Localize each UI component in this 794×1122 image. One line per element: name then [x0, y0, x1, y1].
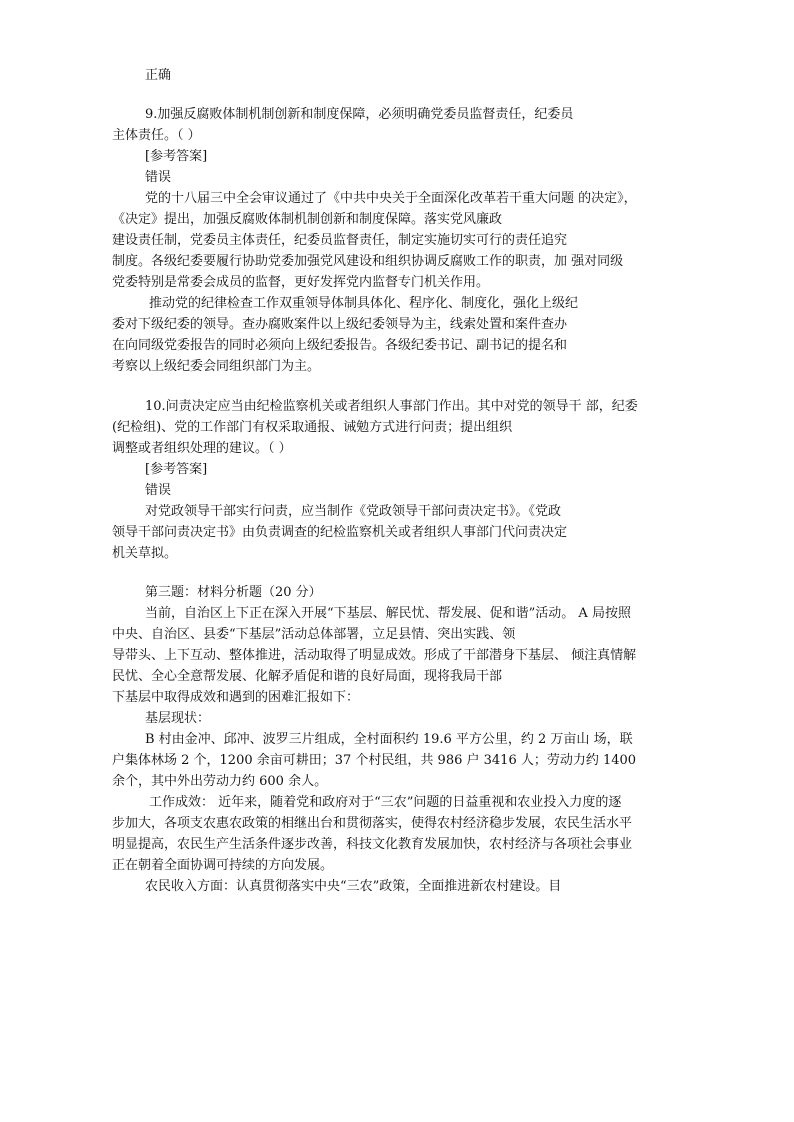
explanation-line: 党的十八届三中全会审议通过了《中共中央关于全面深化改革若干重大问题 的决定》， — [145, 191, 637, 206]
reference-answer-label: [参考答案] — [145, 149, 208, 164]
explanation-line: 在向同级党委报告的同时必须向上级纪委报告。各级纪委书记、副书记的提名和 — [112, 338, 568, 353]
explanation-line: 党委特别是常委会成员的监督，更好发挥党内监督专门机关作用。 — [112, 275, 490, 290]
question-10-line: (纪检组)、党的工作部门有权采取通报、诫勉方式进行问责；提出组织 — [112, 420, 513, 435]
question-9-line: 主体责任。（ ） — [112, 128, 201, 143]
explanation-line: 制度。各级纪委要履行协助党委加强党风建设和组织协调反腐败工作的职责，加 强对同级 — [112, 254, 624, 269]
material-line: 工作成效： 近年来，随着党和政府对于“三农”问题的日益重视和农业投入力度的逐 — [149, 795, 622, 810]
answer-wrong: 错误 — [145, 483, 172, 498]
material-line: 下基层中取得成效和遇到的困难汇报如下： — [112, 690, 360, 705]
material-line: 民忧、全心全意帮发展、化解矛盾促和谐的良好局面，现将我局干部 — [112, 669, 503, 684]
answer-correct: 正确 — [145, 68, 172, 83]
material-line: 余个，其中外出劳动力约 600 余人。 — [112, 774, 328, 789]
explanation-line: 《决定》提出，加强反腐败体制机制创新和制度保障。落实党风廉政 — [112, 212, 503, 227]
material-line: 导带头、上下互动、整体推进，活动取得了明显成效。形成了干部潜身下基层、 倾注真情解 — [112, 648, 637, 663]
explanation-line: 对党政领导干部实行问责，应当制作《党政领导干部问责决定书》。《党政 — [145, 504, 562, 519]
material-line: 明显提高，农民生产生活条件逐步改善，科技文化教育发展加快，农村经济与各项社会事业 — [112, 837, 633, 852]
material-line: B 村由金冲、邱冲、波罗三片组成，全村面积约 19.6 平方公里，约 2 万亩山 场，联 — [145, 732, 633, 747]
material-line: 农民收入方面：认真贯彻落实中央“三农”政策，全面推进新农村建设。目 — [145, 879, 562, 894]
section-three-heading: 第三题：材料分析题（20 分） — [145, 585, 322, 600]
question-9-line: 9.加强反腐败体制机制创新和制度保障，必须明确党委员监督责任，纪委员 — [145, 107, 574, 122]
material-line: 当前，自治区上下正在深入开展“下基层、解民忧、帮发展、促和谐”活动。 A 局按照 — [145, 606, 631, 621]
question-10-line: 调整或者组织处理的建议。（ ） — [112, 441, 292, 456]
material-line: 中央、自治区、县委“下基层”活动总体部署，立足县情、突出实践、领 — [112, 627, 516, 642]
material-line: 户集体林场 2 个，1200 余亩可耕田；37 个村民组，共 986 户 3416 人；劳动力约 1400 — [112, 753, 637, 768]
explanation-line: 机关草拟。 — [112, 546, 178, 561]
explanation-line: 推动党的纪律检查工作双重领导体制具体化、程序化、制度化，强化上级纪 — [149, 296, 579, 311]
material-line: 步加大，各项支农惠农政策的相继出台和贯彻落实，使得农村经济稳步发展，农民生活水平 — [112, 816, 633, 831]
reference-answer-label: [参考答案] — [145, 462, 208, 477]
question-10-line: 10.问责决定应当由纪检监察机关或者组织人事部门作出。其中对党的领导干 部，纪委 — [145, 399, 638, 414]
explanation-line: 领导干部问责决定书》由负责调查的纪检监察机关或者组织人事部门代问责决定 — [112, 525, 568, 540]
material-line: 正在朝着全面协调可持续的方向发展。 — [112, 858, 334, 873]
answer-wrong: 错误 — [145, 170, 172, 185]
explanation-line: 建设责任制，党委员主体责任，纪委员监督责任，制定实施切实可行的责任追究 — [112, 233, 568, 248]
material-subheading: 基层现状： — [145, 711, 211, 726]
explanation-line: 考察以上级纪委会同组织部门为主。 — [112, 359, 321, 374]
explanation-line: 委对下级纪委的领导。查办腐败案件以上级纪委领导为主，线索处置和案件查办 — [112, 317, 568, 332]
